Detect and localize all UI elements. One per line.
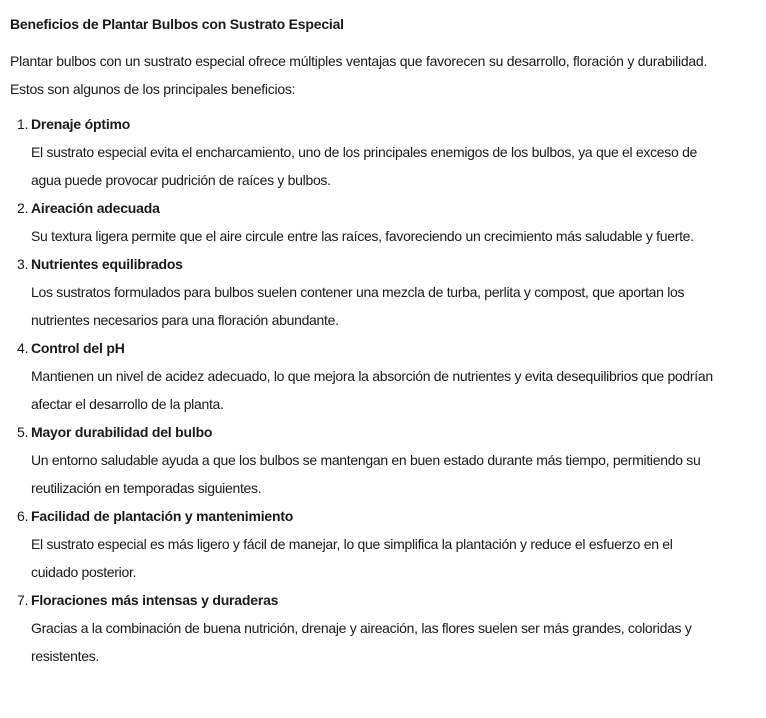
item-title: Control del pH xyxy=(31,340,125,356)
item-description xyxy=(10,222,756,250)
item-description xyxy=(10,614,756,670)
intro-paragraph xyxy=(10,47,756,103)
item-description-line: reutilización en temporadas siguientes. xyxy=(31,480,262,496)
item-number: 7. xyxy=(17,592,29,608)
item-description-line: El sustrato especial evita el encharcamiento, uno de los principales enemigos de los bulbos, ya que el exceso de xyxy=(31,144,698,160)
item-description-line: El sustrato especial es más ligero y fácil de manejar, lo que simplifica la plantación y reduce el esfuerzo en el xyxy=(31,536,673,552)
item-number: 4. xyxy=(17,340,29,356)
item-description-line: Gracias a la combinación de buena nutrición, drenaje y aireación, las flores suelen ser más grandes, coloridas y xyxy=(31,620,692,636)
item-description-line: agua puede provocar pudrición de raíces y bulbos. xyxy=(31,172,331,188)
item-number: 6. xyxy=(17,508,29,524)
item-description xyxy=(10,446,756,502)
item-number: 2. xyxy=(17,200,29,216)
item-title: Nutrientes equilibrados xyxy=(31,256,183,272)
item-description-line: cuidado posterior. xyxy=(31,564,137,580)
item-title: Floraciones más intensas y duraderas xyxy=(31,592,279,608)
item-description-line: Los sustratos formulados para bulbos suelen contener una mezcla de turba, perlita y compost, que aportan los xyxy=(31,284,685,300)
list-item xyxy=(10,502,756,586)
item-description-line: nutrientes necesarios para una floración abundante. xyxy=(31,312,339,328)
list-item xyxy=(10,334,756,418)
list-item xyxy=(10,586,756,670)
item-description xyxy=(10,530,756,586)
item-description-line: Mantienen un nivel de acidez adecuado, lo que mejora la absorción de nutrientes y evita desequilibrios que podrían xyxy=(31,368,713,384)
item-title: Drenaje óptimo xyxy=(31,116,131,132)
list-item xyxy=(10,194,756,250)
item-description xyxy=(10,362,756,418)
intro-line: Plantar bulbos con un sustrato especial ofrece múltiples ventajas que favorecen su desarrollo, floración y durabilidad. xyxy=(10,53,708,69)
item-description-line: afectar el desarrollo de la planta. xyxy=(31,396,224,412)
list-item xyxy=(10,110,756,194)
list-item xyxy=(10,418,756,502)
item-title: Aireación adecuada xyxy=(31,200,160,216)
document-title: Beneficios de Plantar Bulbos con Sustrato Especial xyxy=(10,16,344,32)
benefits-list xyxy=(10,110,756,670)
item-description xyxy=(10,138,756,194)
item-description-line: Su textura ligera permite que el aire circule entre las raíces, favoreciendo un crecimiento más saludable y fuerte. xyxy=(31,228,694,244)
list-item xyxy=(10,250,756,334)
intro-line: Estos son algunos de los principales beneficios: xyxy=(10,81,296,97)
item-title: Facilidad de plantación y mantenimiento xyxy=(31,508,294,524)
item-description-line: resistentes. xyxy=(31,648,99,664)
item-number: 3. xyxy=(17,256,29,272)
item-description-line: Un entorno saludable ayuda a que los bulbos se mantengan en buen estado durante más tiempo, permitiendo su xyxy=(31,452,701,468)
item-number: 5. xyxy=(17,424,29,440)
item-number: 1. xyxy=(17,116,29,132)
item-title: Mayor durabilidad del bulbo xyxy=(31,424,213,440)
item-description xyxy=(10,278,756,334)
